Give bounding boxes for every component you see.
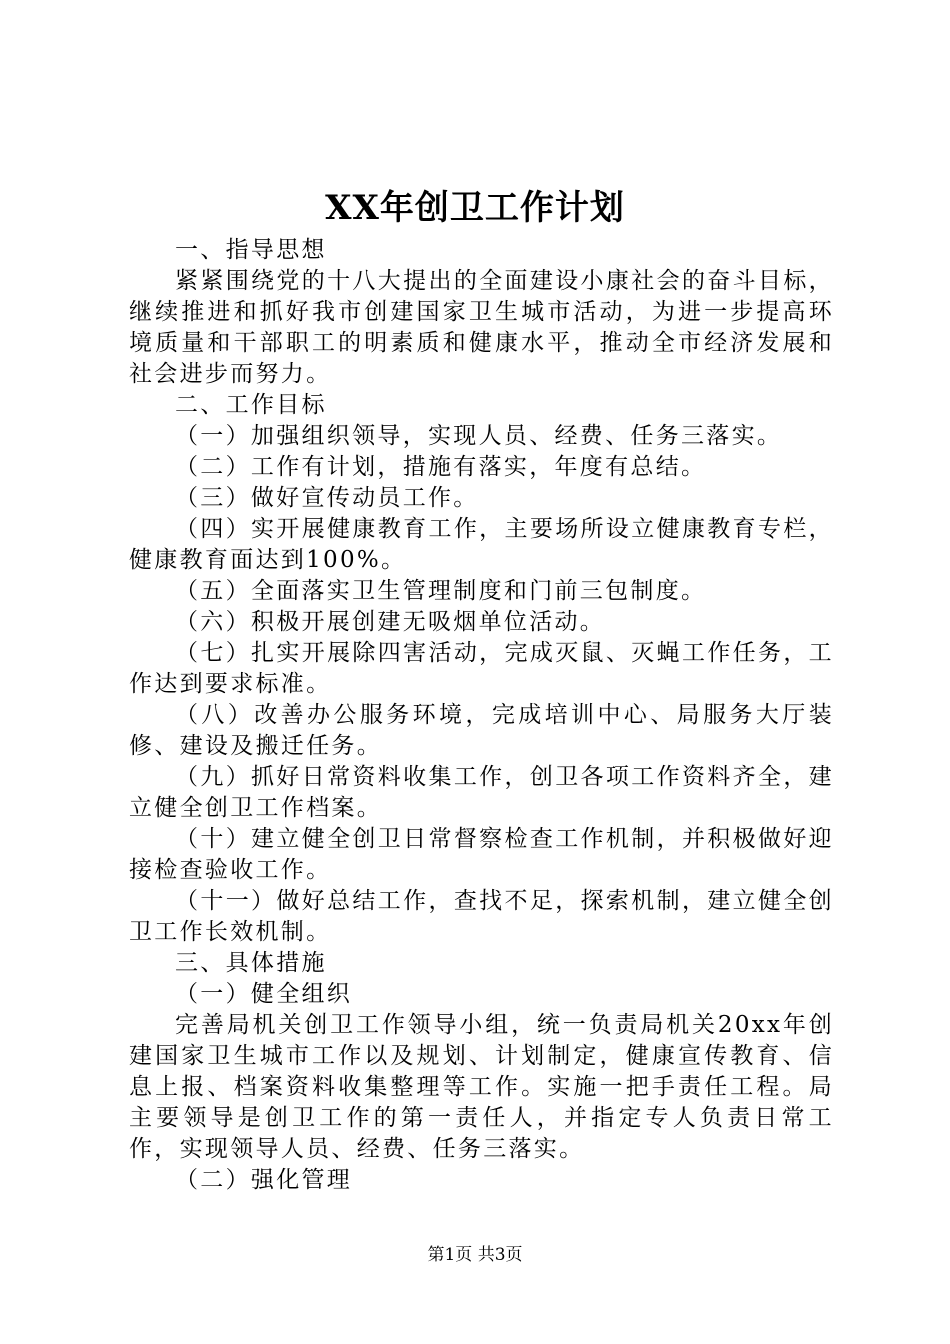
section-heading-measures: 三、具体措施 (175, 950, 327, 976)
section-heading-work-goals: 二、工作目标 (175, 392, 327, 418)
list-item: （二）工作有计划，措施有落实，年度有总结。 (175, 454, 707, 480)
paragraph: 完善局机关创卫工作领导小组，统一负责局机关20xx年创建国家卫生城市工作以及规划、计划制定，健康宣传教育、信息上报、档案资料收集整理等工作。实施一把手责任工程。局主要领导是创卫工作的第一责任人，并指定专人负责日常工作，实现领导人员、经费、任务三落实。 (129, 1012, 834, 1162)
sub-heading: （一）健全组织 (175, 981, 353, 1007)
list-item: （四）实开展健康教育工作，主要场所设立健康教育专栏，健康教育面达到100%。 (129, 516, 834, 573)
sub-heading: （二）强化管理 (175, 1167, 353, 1193)
document-body (129, 235, 834, 1196)
list-item: （八）改善办公服务环境，完成培训中心、局服务大厅装修、建设及搬迁任务。 (129, 702, 834, 759)
document-title: XX年创卫工作计划 (325, 188, 625, 228)
page-footer: 第1页 共3页 (427, 1245, 523, 1265)
list-item: （九）抓好日常资料收集工作，创卫各项工作资料齐全，建立健全创卫工作档案。 (129, 764, 834, 821)
list-item: （三）做好宣传动员工作。 (175, 485, 479, 511)
list-item: （十一）做好总结工作，查找不足，探索机制，建立健全创卫工作长效机制。 (129, 888, 834, 945)
list-item: （五）全面落实卫生管理制度和门前三包制度。 (175, 578, 707, 604)
section-heading-guiding-ideology: 一、指导思想 (175, 237, 327, 263)
list-item: （十）建立健全创卫日常督察检查工作机制，并积极做好迎接检查验收工作。 (129, 826, 834, 883)
list-item: （六）积极开展创建无吸烟单位活动。 (175, 609, 606, 635)
paragraph: 紧紧围绕党的十八大提出的全面建设小康社会的奋斗目标，继续推进和抓好我市创建国家卫生城市活动，为进一步提高环境质量和干部职工的明素质和健康水平，推动全市经济发展和社会进步而努力。 (129, 268, 834, 387)
list-item: （一）加强组织领导，实现人员、经费、任务三落实。 (175, 423, 783, 449)
list-item: （七）扎实开展除四害活动，完成灭鼠、灭蝇工作任务，工作达到要求标准。 (129, 640, 834, 697)
